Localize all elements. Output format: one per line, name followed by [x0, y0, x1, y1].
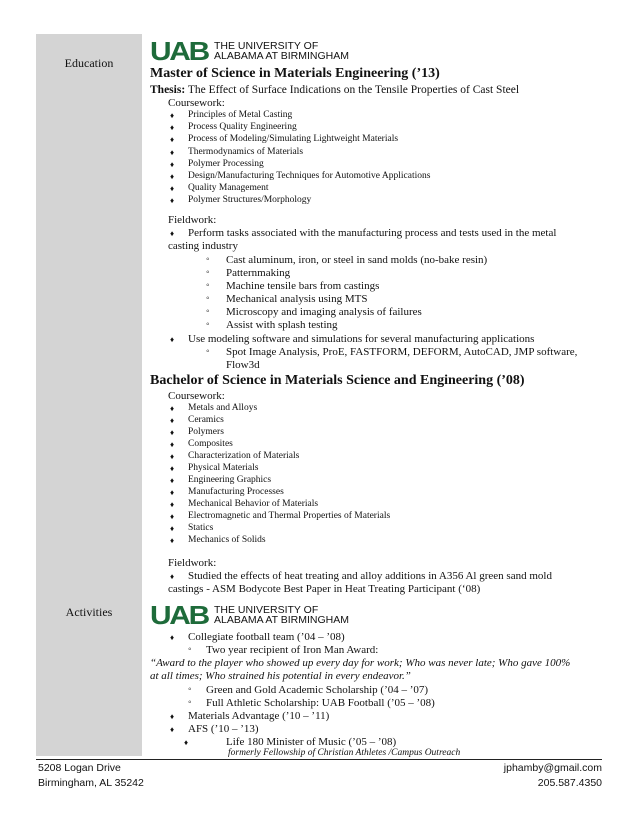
bachelors-degree-title: Bachelor of Science in Materials Science and Engineering (’08) — [150, 373, 525, 388]
diamond-bullet-icon: ♦ — [170, 111, 175, 120]
masters-course-item: Thermodynamics of Materials — [188, 146, 304, 157]
circle-bullet-icon: ◦ — [206, 279, 210, 291]
masters-course-item: Process of Modeling/Simulating Lightweight Materials — [188, 134, 399, 145]
diamond-bullet-icon: ♦ — [170, 712, 175, 721]
bachelors-course-item: Engineering Graphics — [188, 475, 272, 485]
diamond-bullet-icon: ♦ — [170, 452, 175, 461]
footer-divider — [36, 759, 602, 760]
diamond-bullet-icon: ♦ — [170, 476, 175, 485]
bachelors-course-item: Polymers — [188, 427, 224, 437]
diamond-bullet-icon: ♦ — [170, 196, 175, 206]
bachelors-course-item: Manufacturing Processes — [188, 487, 284, 497]
circle-bullet-icon: ◦ — [206, 266, 210, 278]
bachelors-course-item: Characterization of Materials — [188, 451, 300, 461]
bachelors-course-item: Physical Materials — [188, 463, 259, 473]
masters-fieldwork-subitem: Microscopy and imaging analysis of failures — [226, 305, 422, 318]
iron-man-quote: “Award to the player who showed up every day for work; Who was never late; Who gave 100% — [150, 657, 571, 669]
masters-thesis: Thesis: The Effect of Surface Indications on the Tensile Properties of Cast Steel — [150, 84, 520, 96]
diamond-bullet-icon: ♦ — [170, 404, 175, 413]
masters-fieldwork-item: Perform tasks associated with the manufacturing process and tests used in the metal — [188, 227, 557, 239]
bachelors-course-item: Composites — [188, 439, 233, 449]
uab-logo-mark: UAB — [150, 600, 208, 630]
section-label-education: Education — [64, 56, 114, 70]
masters-fieldwork-subitem: Machine tensile bars from castings — [226, 279, 380, 292]
activity-materials-advantage: Materials Advantage (’10 – ’11) — [188, 710, 330, 722]
activity-football: Collegiate football team (’04 – ’08) — [188, 631, 345, 643]
footer-city: Birmingham, AL 35242 — [38, 777, 144, 789]
masters-course-item: Principles of Metal Casting — [188, 110, 293, 120]
bachelors-fieldwork-item-cont: castings - ASM Bodycote Best Paper in Heat Treating Participant (‘08) — [168, 583, 481, 595]
uab-logo-text: THE UNIVERSITY OF ALABAMA AT BIRMINGHAM — [214, 604, 349, 626]
footer-street: 5208 Logan Drive — [38, 762, 121, 774]
masters-coursework-label: Coursework: — [168, 97, 225, 109]
footer-phone: 205.587.4350 — [537, 777, 602, 789]
diamond-bullet-icon: ♦ — [170, 428, 175, 437]
bachelors-coursework-label: Coursework: — [168, 390, 225, 402]
bachelors-course-item: Ceramics — [188, 415, 224, 425]
bachelors-course-item: Electromagnetic and Thermal Properties of Materials — [188, 511, 391, 521]
circle-bullet-icon: ◦ — [206, 318, 210, 330]
uab-logo — [150, 36, 349, 66]
activity-afs: AFS (’10 – ’13) — [188, 723, 259, 735]
diamond-bullet-icon: ♦ — [170, 488, 175, 497]
diamond-bullet-icon: ♦ — [184, 738, 189, 747]
masters-course-item: Design/Manufacturing Techniques for Automotive Applications — [188, 171, 431, 181]
circle-bullet-icon: ◦ — [206, 254, 210, 265]
bachelors-course-item: Mechanical Behavior of Materials — [188, 499, 319, 509]
diamond-bullet-icon: ♦ — [170, 123, 175, 133]
activity-iron-man: Two year recipient of Iron Man Award: — [206, 644, 379, 656]
masters-course-item: Process Quality Engineering — [188, 122, 297, 133]
masters-fieldwork-label: Fieldwork: — [168, 214, 217, 226]
masters-software-list: Spot Image Analysis, ProE, FASTFORM, DEFORM, AutoCAD, JMP software, — [226, 346, 578, 358]
iron-man-quote-cont: at all times; Who strained his potential in every endeavor.” — [150, 670, 411, 682]
diamond-bullet-icon: ♦ — [170, 159, 175, 169]
diamond-bullet-icon: ♦ — [170, 416, 175, 425]
diamond-bullet-icon: ♦ — [170, 147, 175, 157]
circle-bullet-icon: ◦ — [206, 292, 210, 304]
diamond-bullet-icon: ♦ — [170, 572, 175, 581]
masters-fieldwork-subitem: Cast aluminum, iron, or steel in sand molds (no-bake resin) — [226, 254, 488, 266]
diamond-bullet-icon: ♦ — [170, 229, 175, 238]
masters-degree-title: Master of Science in Materials Engineering (’13) — [150, 66, 440, 81]
masters-fieldwork-subitem: Assist with splash testing — [226, 318, 338, 331]
masters-course-item: Polymer Processing — [188, 158, 264, 169]
bachelors-fieldwork-label: Fieldwork: — [168, 557, 217, 569]
footer-email[interactable]: jphamby@gmail.com — [503, 762, 602, 774]
activity-life180: Life 180 Minister of Music (’05 – ’08) — [226, 736, 397, 748]
diamond-bullet-icon: ♦ — [170, 335, 175, 344]
section-sidebar — [36, 34, 142, 756]
diamond-bullet-icon: ♦ — [170, 524, 175, 533]
diamond-bullet-icon: ♦ — [170, 512, 175, 521]
diamond-bullet-icon: ♦ — [170, 184, 175, 194]
uab-logo — [150, 600, 349, 630]
uab-logo-mark: UAB — [150, 36, 208, 66]
diamond-bullet-icon: ♦ — [170, 135, 175, 145]
activity-life180-note: formerly Fellowship of Christian Athletes /Campus Outreach — [228, 748, 461, 758]
bachelors-fieldwork-item: Studied the effects of heat treating and alloy additions in A356 Al green sand mold — [188, 570, 552, 582]
masters-fieldwork-item-cont: casting industry — [168, 240, 238, 252]
diamond-bullet-icon: ♦ — [170, 440, 175, 449]
activity-athletic: Full Athletic Scholarship: UAB Football (’05 – ’08) — [206, 697, 435, 709]
diamond-bullet-icon: ♦ — [170, 725, 175, 734]
circle-bullet-icon: ◦ — [206, 346, 210, 357]
masters-fieldwork-subitem: Patternmaking — [226, 266, 291, 279]
bachelors-course-item: Statics — [188, 523, 214, 533]
bachelors-course-item: Mechanics of Solids — [188, 535, 266, 545]
diamond-bullet-icon: ♦ — [170, 464, 175, 473]
masters-fieldwork-subitem: Mechanical analysis using MTS — [226, 292, 368, 305]
diamond-bullet-icon: ♦ — [170, 500, 175, 509]
circle-bullet-icon: ◦ — [206, 305, 210, 317]
uab-logo-text: THE UNIVERSITY OF ALABAMA AT BIRMINGHAM — [214, 40, 349, 62]
masters-software-list-cont: Flow3d — [226, 359, 260, 371]
diamond-bullet-icon: ♦ — [170, 633, 175, 642]
masters-fieldwork-item: Use modeling software and simulations for several manufacturing applications — [188, 333, 535, 345]
activity-green-gold: Green and Gold Academic Scholarship (’04 – ’07) — [206, 684, 429, 696]
circle-bullet-icon: ◦ — [188, 684, 192, 695]
section-label-activities: Activities — [65, 605, 113, 619]
diamond-bullet-icon: ♦ — [170, 172, 175, 181]
circle-bullet-icon: ◦ — [188, 644, 192, 655]
circle-bullet-icon: ◦ — [188, 697, 192, 708]
masters-course-item: Quality Management — [188, 183, 269, 194]
bachelors-course-item: Metals and Alloys — [188, 403, 258, 413]
diamond-bullet-icon: ♦ — [170, 536, 175, 545]
masters-course-item: Polymer Structures/Morphology — [188, 195, 312, 206]
